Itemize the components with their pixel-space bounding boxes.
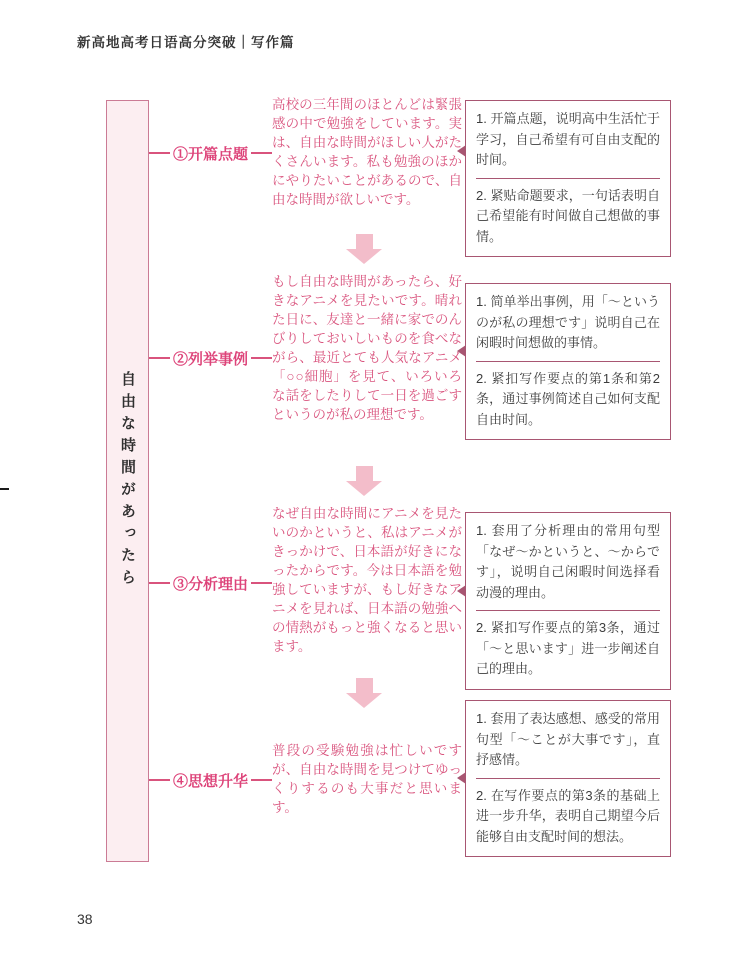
note-divider	[476, 361, 660, 362]
down-arrow-icon	[346, 466, 382, 496]
down-arrow-icon	[346, 234, 382, 264]
essay-paragraph-2: もし自由な時間があったら、好きなアニメを見たいです。晴れた日に、友達と一緒に家でのんびりしておいしいものを食べながら、最近とても人気なアニメ「○○細胞」を見て、いろいろな話をしたりして一日を過ごすというのが私の理想です。	[272, 274, 462, 422]
left-triangle-icon	[457, 145, 466, 157]
arrow-stem	[356, 678, 373, 693]
step-connector-4	[149, 769, 272, 791]
left-triangle-icon	[457, 585, 466, 597]
note-item: 2. 紧扣写作要点的第3条，通过「～と思います」进一步阐述自己的理由。	[476, 620, 660, 677]
note-item: 1. 开篇点题，说明高中生活忙于学习，自己希望有可自由支配的时间。	[476, 111, 660, 168]
connector-line	[149, 582, 170, 584]
left-triangle-icon	[457, 772, 466, 784]
essay-paragraph-4: 普段の受験勉強は忙しいですが、自由な時間を見つけてゆっくりするのも大事だと思います。	[272, 743, 462, 815]
note-box-1	[465, 100, 671, 257]
note-item: 1. 套用了表达感想、感受的常用句型「～ことが大事です」，直抒感情。	[476, 711, 660, 768]
page-header: 新高地高考日语高分突破｜写作篇	[77, 35, 295, 50]
connector-line	[251, 152, 272, 154]
step-connector-1	[149, 142, 272, 164]
arrow-stem	[356, 234, 373, 249]
connector-line	[251, 582, 272, 584]
note-item: 1. 简单举出事例，用「～というのが私の理想です」说明自己在闲暇时间想做的事情。	[476, 294, 660, 351]
note-box-2	[465, 283, 671, 440]
left-triangle-icon	[457, 345, 466, 357]
note-box-3	[465, 512, 671, 690]
note-box-4	[465, 700, 671, 857]
connector-line	[149, 152, 170, 154]
step-connector-3	[149, 572, 272, 594]
step-label-4: ④思想升华	[173, 772, 249, 790]
step-label-3: ③分析理由	[173, 575, 249, 593]
note-item: 2. 紧贴命题要求，一句话表明自己希望能有时间做自己想做的事情。	[476, 187, 660, 244]
note-item: 1. 套用了分析理由的常用句型「なぜ～かというと、～からです」，说明自己闲暇时间选择看动漫的理由。	[476, 523, 660, 600]
essay-paragraph-3: なぜ自由な時間にアニメを見たいのかというと、私はアニメがきっかけで、日本語が好きになったからです。今は日本語を勉強していますが、もし好きなアニメを見れば、日本語の勉強への情熱がもっと強くなると思います。	[272, 506, 462, 654]
crop-mark	[0, 488, 9, 490]
arrow-stem	[356, 466, 373, 481]
page-number: 38	[77, 911, 93, 927]
topic-title: 自由な時間があったら	[119, 371, 136, 591]
step-connector-2	[149, 347, 272, 369]
note-item: 2. 在写作要点的第3条的基础上进一步升华，表明自己期望今后能够自由支配时间的想法。	[476, 787, 660, 844]
note-item: 2. 紧扣写作要点的第1条和第2条，通过事例简述自己如何支配自由时间。	[476, 370, 660, 427]
connector-line	[149, 779, 170, 781]
note-divider	[476, 178, 660, 179]
down-arrow-icon	[346, 678, 382, 708]
note-divider	[476, 610, 660, 611]
topic-title-box	[106, 100, 149, 862]
step-label-2: ②列举事例	[173, 350, 249, 368]
arrow-head	[346, 693, 382, 708]
connector-line	[251, 357, 272, 359]
note-divider	[476, 778, 660, 779]
step-label-1: ①开篇点题	[173, 145, 249, 163]
essay-paragraph-1: 高校の三年間のほとんどは緊張感の中で勉強をしています。実は、自由な時間がほしい人がたくさんいます。私も勉強のほかにやりたいことがあるので、自由な時間が欲しいです。	[272, 97, 462, 207]
arrow-head	[346, 481, 382, 496]
arrow-head	[346, 249, 382, 264]
connector-line	[149, 357, 170, 359]
connector-line	[251, 779, 272, 781]
